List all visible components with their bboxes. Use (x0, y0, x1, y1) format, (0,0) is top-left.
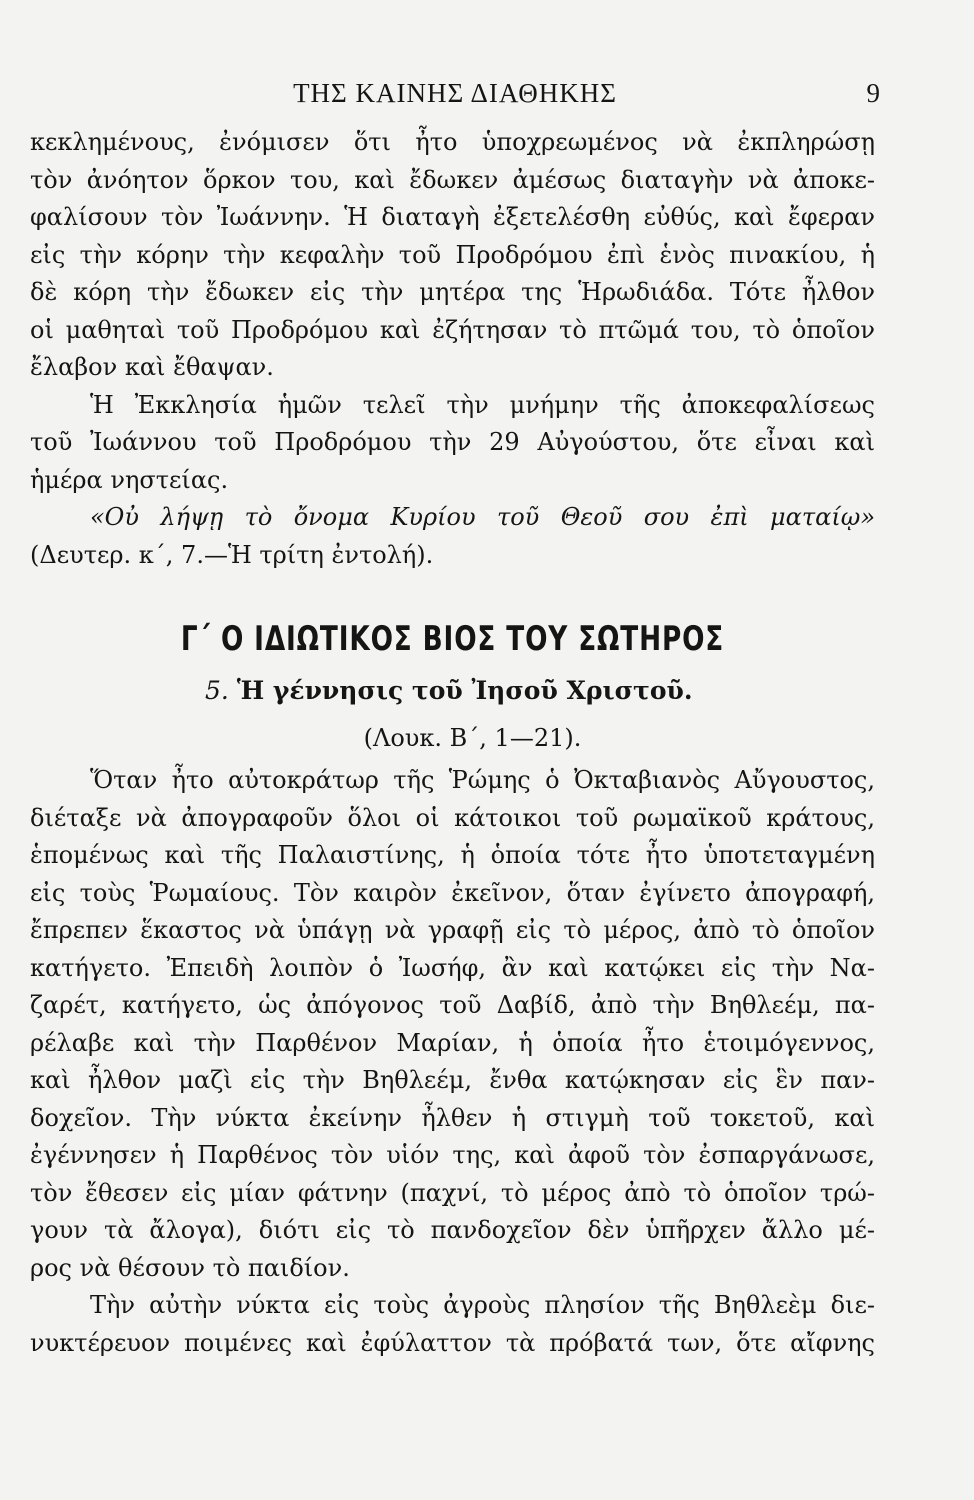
text-line: εἰς τὴν κόρην τὴν κεφαλὴν τοῦ Προδρόμου ἐπὶ ἑνὸς πινακίου, ἡ (30, 240, 875, 269)
text-line: δοχεῖον. Τὴν νύκτα ἐκείνην ἦλθεν ἡ στιγμὴ τοῦ τοκετοῦ, καὶ (30, 1103, 875, 1132)
text-line: Ἡ Ἐκκλησία ἡμῶν τελεῖ τὴν μνήμην τῆς ἀποκεφαλίσεως (90, 390, 875, 419)
text-line: διέταξε νὰ ἀπογραφοῦν ὅλοι οἱ κάτοικοι τοῦ ρωμαϊκοῦ κράτους, (30, 803, 875, 832)
quote-citation: (Δευτερ. κ΄, 7.—Ἡ τρίτη ἐντολή). (30, 540, 434, 569)
text-line: καὶ ἦλθον μαζὶ εἰς τὴν Βηθλεέμ, ἔνθα κατῴκησαν εἰς ἓν παν- (30, 1066, 875, 1094)
text-line: ἔλαβον καὶ ἔθαψαν. (30, 353, 274, 381)
text-line: τὸν ἔθεσεν εἰς μίαν φάτνην (παχνί, τὸ μέρος ἀπὸ τὸ ὁποῖον τρώ- (30, 1178, 875, 1207)
text-line: Ὅταν ἦτο αὐτοκράτωρ τῆς Ῥώμης ὁ Ὀκταβιανὸς Αὔγουστος, (90, 766, 875, 794)
text-line: ἐγέννησεν ἡ Παρθένος τὸν υἱόν της, καὶ ἀφοῦ τὸν ἐσπαργάνωσε, (30, 1141, 875, 1169)
text-line: ἔπρεπεν ἕκαστος νὰ ὑπάγῃ νὰ γραφῇ εἰς τὸ μέρος, ἀπὸ τὸ ὁποῖον (30, 916, 875, 944)
text-line: ζαρέτ, κατήγετο, ὡς ἀπόγονος τοῦ Δαβίδ, ἀπὸ τὴν Βηθλεέμ, πα- (30, 991, 875, 1019)
page-body (30, 124, 875, 1362)
scripture-reference: (Λουκ. Β΄, 1—21). (363, 724, 582, 752)
section-heading: Γ΄ Ο ΙΔΙΩΤΙΚΟΣ ΒΙΟΣ ΤΟΥ ΣΩΤΗΡΟΣ (180, 619, 725, 659)
page-header (30, 78, 880, 118)
text-line: ρέλαβε καὶ τὴν Παρθένον Μαρίαν, ἡ ὁποία ἦτο ἑτοιμόγεννος, (30, 1028, 875, 1057)
text-line: οἱ μαθηταὶ τοῦ Προδρόμου καὶ ἐζήτησαν τὸ πτῶμά του, τὸ ὁποῖον (30, 315, 875, 344)
paragraph-shepherds (30, 1287, 875, 1362)
text-line: δὲ κόρη τὴν ἔδωκεν εἰς τὴν μητέρα της Ἡρωδιάδα. Τότε ἦλθον (30, 278, 875, 306)
paragraph-nativity (30, 762, 875, 1287)
text-line: ἡμέρα νηστείας. (30, 465, 229, 494)
running-title: ΤΗΣ ΚΑΙΝΗΣ ΔΙΑΘΗΚΗΣ (293, 78, 617, 108)
chapter-subtitle (30, 668, 875, 714)
commandment-quote (30, 499, 875, 574)
text-line: ρος νὰ θέσουν τὸ παιδίον. (30, 1253, 350, 1282)
text-line: γουν τὰ ἄλογα), διότι εἰς τὸ πανδοχεῖον δὲν ὑπῆρχεν ἄλλο μέ- (30, 1216, 875, 1244)
text-line: κατήγετο. Ἐπειδὴ λοιπὸν ὁ Ἰωσήφ, ἂν καὶ κατῴκει εἰς τὴν Να- (30, 953, 875, 982)
text-line: νυκτέρευον ποιμένες καὶ ἐφύλαττον τὰ πρόβατά των, ὅτε αἴφνης (30, 1328, 875, 1357)
text-line: Τὴν αὐτὴν νύκτα εἰς τοὺς ἀγροὺς πλησίον τῆς Βηθλεὲμ διε- (90, 1291, 875, 1319)
text-line: ἑπομένως καὶ τῆς Παλαιστίνης, ἡ ὁποία τότε ἦτο ὑποτεταγμένη (30, 841, 875, 869)
text-line: κεκλημένους, ἐνόμισεν ὅτι ἦτο ὑποχρεωμένος νὰ ἐκπληρώσῃ (30, 128, 875, 156)
page-number: 9 (866, 78, 880, 108)
text-line: τὸν ἀνόητον ὅρκον του, καὶ ἔδωκεν ἀμέσως διαταγὴν νὰ ἀποκε- (30, 165, 875, 194)
chapter-title: Ἡ γέννησις τοῦ Ἰησοῦ Χριστοῦ. (236, 676, 693, 705)
text-line: εἰς τοὺς Ῥωμαίους. Τὸν καιρὸν ἐκεῖνον, ὅταν ἐγίνετο ἀπογραφή, (30, 878, 875, 907)
text-line: φαλίσουν τὸν Ἰωάννην. Ἡ διαταγὴ ἐξετελέσθη εὐθύς, καὶ ἔφεραν (30, 203, 875, 231)
quote-text: «Οὐ λήψῃ τὸ ὄνομα Κυρίου τοῦ Θεοῦ σου ἐπὶ ματαίῳ» (90, 503, 875, 531)
text-line: τοῦ Ἰωάννου τοῦ Προδρόμου τὴν 29 Αὐγούστου, ὅτε εἶναι καὶ (30, 428, 875, 456)
paragraph-feast-day (30, 387, 875, 500)
paragraph-beheading-narrative (30, 124, 875, 387)
chapter-number: 5. (205, 676, 229, 705)
